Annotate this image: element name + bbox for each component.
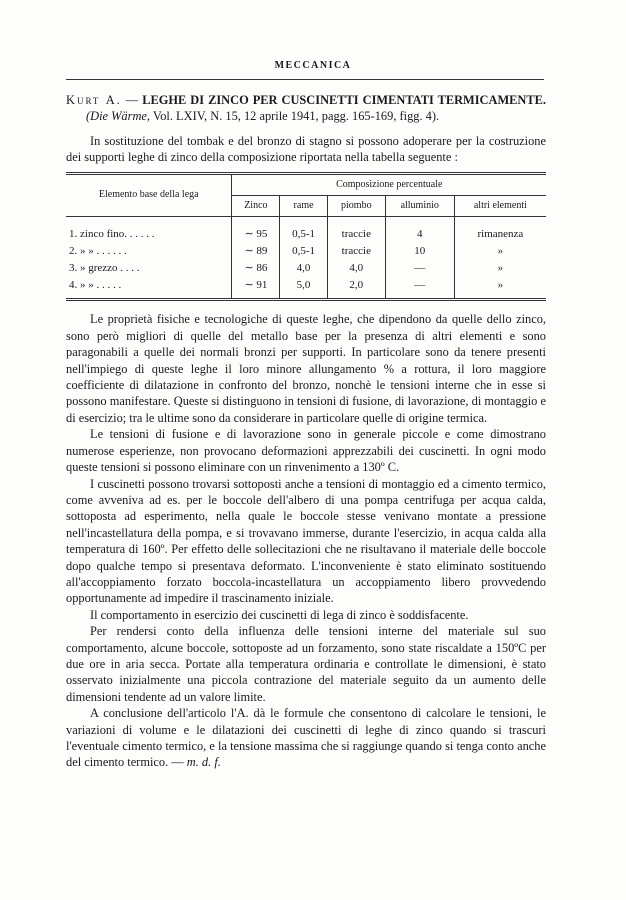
table-row	[66, 243, 546, 260]
paragraph-bearings: I cuscinetti possono trovarsi sottoposti anche a tensioni di montaggio ed a cimento termico, come avveniva ad es. per le boccole dell'albero di una pompa centrifuga per acqua calda, sottoposta ad esperimento, nella quale le boccole stesse venivano montate a pressione nell'incastellatura della pompa, e si trovavano immerse, durante l'esercizio, in acqua calda alla temperatura di 160º. Per effetto delle sollecitazioni che ne risultavano il materiale delle boccole dopo qualche tempo si presentava deformato. L'inconveniente è stato eliminato sostituendo all'accoppiamento forzato boccola-incastellatura un accoppiamento libero provvedendo opportunamente ad impedire il trascinamento iniziale.	[66, 476, 546, 606]
composition-group-header: Composizione percentuale	[232, 173, 546, 195]
cell-piombo: traccie	[327, 217, 385, 244]
column-header-rame: rame	[280, 196, 328, 217]
row-label: 2. » » . . . . . .	[66, 243, 232, 260]
composition-table	[66, 172, 546, 302]
cell-zinco: ∼ 86	[232, 260, 280, 277]
article-journal: (Die Wärme,	[86, 109, 150, 124]
paragraph-behaviour: Il comportamento in esercizio dei cuscinetti di lega di zinco è soddisfacente.	[90, 607, 469, 622]
cell-alluminio: —	[385, 277, 454, 300]
cell-piombo: 4,0	[327, 260, 385, 277]
column-header-zinco: Zinco	[232, 196, 280, 217]
cell-altri: »	[454, 277, 546, 300]
row-label: 4. » » . . . . .	[66, 277, 232, 300]
cell-rame: 0,5-1	[280, 243, 328, 260]
row-label: 1. zinco fino. . . . . .	[66, 217, 232, 244]
element-column-header: Elemento base della lega	[66, 173, 232, 217]
table-row	[66, 217, 546, 244]
conclusion-text: A conclusione dell'articolo l'A. dà le formule che consentono di calcolare le tensioni, le variazioni di volume e le dilatazioni dei cuscinetti di leghe di zinco quando si trascuri l'eventuale cimento termico, e la tensione massima che si raggiunge quando si tenga conto anche del cimento termico. —	[66, 706, 546, 770]
article-heading	[66, 92, 546, 125]
cell-rame: 4,0	[280, 260, 328, 277]
paragraph-experiment: Per rendersi conto della influenza delle tensioni interne del materiale sul suo comportamento, alcune boccole, sottoposte ad un forzamento, sono state riscaldate a 150ºC per due ore in aria secca. Portate alla temperatura ordinaria e controllate le dimensioni, è stato osservato inizialmente una piccola contrazione del materiale seguito da un aumento delle dimensioni tendente ad un valore limite.	[66, 624, 546, 704]
cell-zinco: ∼ 95	[232, 217, 280, 244]
row-label: 3. » grezzo . . . .	[66, 260, 232, 277]
cell-piombo: traccie	[327, 243, 385, 260]
paragraph-properties: Le proprietà fisiche e tecnologiche di queste leghe, che dipendono da quelle dello zinco, sono però migliori di quelle del metallo base per la presenza di altri elementi e sono paragonabili a quelle dei normali bronzi per supporti. In particolare sono da tenere presenti nell'impiego di queste leghe il loro minore allungamento % a rottura, il loro maggiore coefficiente di dilatazione in confronto del bronzo, nonchè le tensioni interne che in esse si possono manifestare. Queste si distinguono in tensioni di fusione, di lavorazione, di montaggio e di esercizio; tra le ultime sono da considerare in particolare quelle di origine termica.	[66, 312, 546, 425]
column-header-alluminio: alluminio	[385, 196, 454, 217]
cell-alluminio: 4	[385, 217, 454, 244]
column-header-altri: altri elementi	[454, 196, 546, 217]
cell-altri: »	[454, 260, 546, 277]
intro-paragraph: In sostituzione del tombak e del bronzo di stagno si possono adoperare per la costruzione dei supporti leghe di zinco della composizione riportata nella tabella seguente :	[66, 133, 546, 165]
cell-altri: rimanenza	[454, 217, 546, 244]
article-author: Kurt A.	[66, 93, 122, 107]
composition-table-wrapper	[66, 172, 546, 302]
table-row	[66, 277, 546, 300]
article-title: LEGHE DI ZINCO PER CUSCINETTI CIMENTATI TERMICAMENTE.	[142, 93, 546, 107]
cell-rame: 0,5-1	[280, 217, 328, 244]
cell-alluminio: 10	[385, 243, 454, 260]
header-rule	[66, 79, 544, 80]
article-body	[66, 92, 546, 771]
cell-zinco: ∼ 89	[232, 243, 280, 260]
cell-zinco: ∼ 91	[232, 277, 280, 300]
paragraph-tensions: Le tensioni di fusione e di lavorazione sono in generale piccole e come dimostrano numerose esperienze, non provocano deformazioni apprezzabili dei cuscinetti. In ogni modo queste tensioni si possono eliminare con un rinvenimento a 130º C.	[66, 427, 546, 475]
heading-dash: —	[121, 93, 143, 107]
paragraph-conclusion	[66, 705, 546, 771]
cell-alluminio: —	[385, 260, 454, 277]
running-header: MECCANICA	[274, 60, 352, 71]
cell-altri: »	[454, 243, 546, 260]
table-row	[66, 260, 546, 277]
author-signature: m. d. f.	[186, 755, 221, 770]
article-citation: Vol. LXIV, N. 15, 12 aprile 1941, pagg. 165-169, figg. 4).	[152, 109, 440, 124]
column-header-piombo: piombo	[327, 196, 385, 217]
cell-rame: 5,0	[280, 277, 328, 300]
cell-piombo: 2,0	[327, 277, 385, 300]
